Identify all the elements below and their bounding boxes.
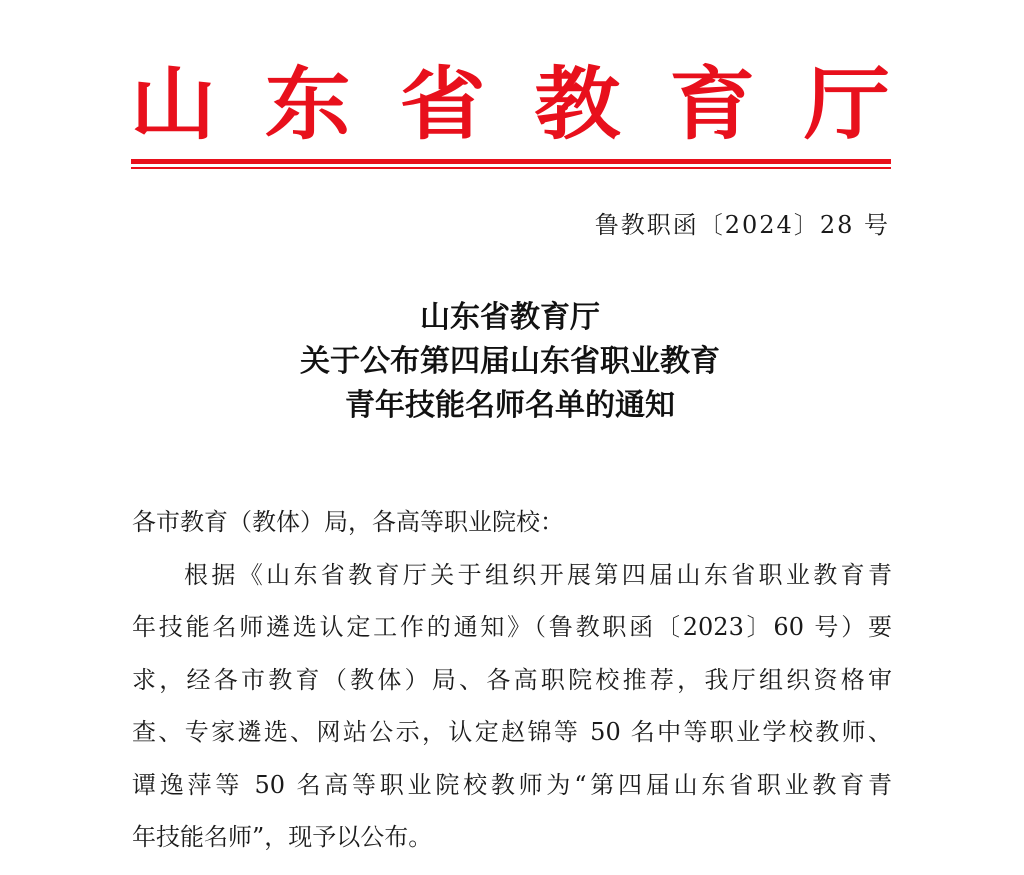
body-line: 查、专家遴选、网站公示，认定赵锦等 50 名中等职业学校教师、 (132, 718, 892, 746)
body-line: 求，经各市教育（教体）局、各高职院校推荐，我厅组织资格审 (132, 665, 892, 694)
document-number: 鲁教职函〔2024〕28 号 (594, 211, 890, 239)
body-line: 谭逸萍等 50 名高等职业院校教师为“第四届山东省职业教育青 (132, 770, 892, 799)
masthead-char: 厅 (803, 58, 890, 151)
body-line: 年技能名师遴选认定工作的通知》（鲁教职函〔2023〕60 号）要 (132, 613, 892, 641)
masthead-char: 育 (669, 58, 756, 151)
title-line: 山东省教育厅 (420, 300, 600, 335)
title-line: 关于公布第四届山东省职业教育 (300, 344, 720, 379)
body-line: 根据《山东省教育厅关于组织开展第四届山东省职业教育青 (184, 560, 892, 589)
document-title (130, 296, 890, 428)
masthead-char: 东 (264, 58, 351, 151)
body-line: 年技能名师”，现予以公布。 (132, 823, 433, 851)
masthead-divider-thin (131, 167, 891, 169)
title-line: 青年技能名师名单的通知 (345, 388, 675, 423)
masthead-char: 教 (534, 58, 621, 151)
masthead-title (130, 58, 890, 151)
masthead-char: 山 (130, 58, 216, 151)
masthead-divider-thick (131, 159, 891, 164)
salutation: 各市教育（教体）局，各高等职业院校： (132, 508, 564, 536)
document-body (132, 496, 892, 864)
masthead-char: 省 (399, 58, 486, 151)
